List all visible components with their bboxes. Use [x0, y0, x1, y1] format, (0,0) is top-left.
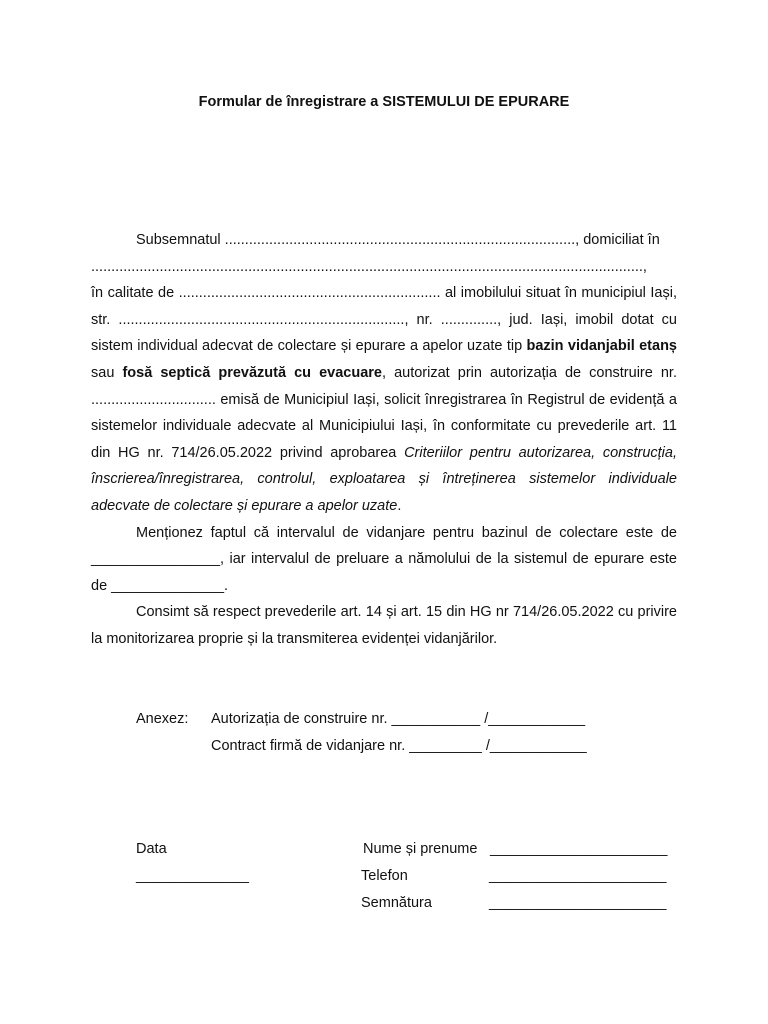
- annex-label: Anexez:: [136, 711, 189, 727]
- bold-system-type-1: bazin vidanjabil etanș: [526, 338, 677, 355]
- phone-label: Telefon: [361, 868, 408, 884]
- annex-item-building-permit: Autorizația de construire nr. ___________ /____________: [211, 711, 586, 727]
- signature-line: ______________________: [489, 895, 667, 911]
- paragraph-consent: Consimt să respect prevederile art. 14 și art. 15 din HG nr 714/26.05.2022 cu privire la monitorizarea proprie și la transmiterea evidenței vidanjărilor.: [91, 604, 677, 647]
- declaration-line-address: .........................................................................................................................................,: [91, 258, 647, 275]
- paragraph-intervals: Menționez faptul că intervalul de vidanjare pentru bazinul de colectare este de ________________, iar intervalul de preluare a nămolului de la sistemul de epurare este de ______________.: [91, 524, 677, 594]
- declaration-line-name: Subsemnatul ......................................................................................., domiciliat în: [136, 232, 660, 248]
- declaration-text: în calitate de ................................................................. al imobilului situat în municipiul Iași, str. ......................................................................., nr. .............., jud. Iași, imobil dotat cu sistem individual adecvat de colectare și epurare a apelor uzate tip: [91, 285, 677, 355]
- signature-label: Semnătura: [361, 895, 432, 911]
- name-label: Nume și prenume: [363, 841, 478, 857]
- title-prefix: Formular de înregistrare a: [198, 94, 383, 110]
- declaration-connector: sau: [91, 364, 123, 381]
- phone-line: ______________________: [489, 868, 667, 884]
- annex-item-contract: Contract firmă de vidanjare nr. _________ /____________: [211, 738, 587, 754]
- name-line: ______________________: [490, 841, 668, 857]
- italic-criteria-title: Criteriilor pentru autorizarea, construcția, înscrierea/înregistrarea, controlul, exploatarea și întreținerea sistemelor individuale adecvate de colectare și epurare a apelor uzate: [91, 444, 677, 514]
- form-body: [91, 227, 677, 653]
- declaration-text-continued: , autorizat prin autorizația de construire nr. ............................... emisă de Municipiul Iași, solicit înregistrarea în Registrul de evidență a sistemelor individuale adecvate al Municipiului Iași, în conformitate cu prevederile art. 11 din HG nr. 714/26.05.2022 privind aprobarea: [91, 364, 677, 461]
- form-title: [0, 94, 768, 110]
- date-label: Data: [136, 841, 167, 857]
- bold-system-type-2: fosă septică prevăzută cu evacuare: [122, 364, 382, 381]
- title-strong: SISTEMULUI DE EPURARE: [382, 94, 570, 110]
- declaration-end: .: [397, 497, 402, 514]
- paragraph-declaration: [91, 227, 677, 520]
- date-line: ______________: [136, 868, 249, 884]
